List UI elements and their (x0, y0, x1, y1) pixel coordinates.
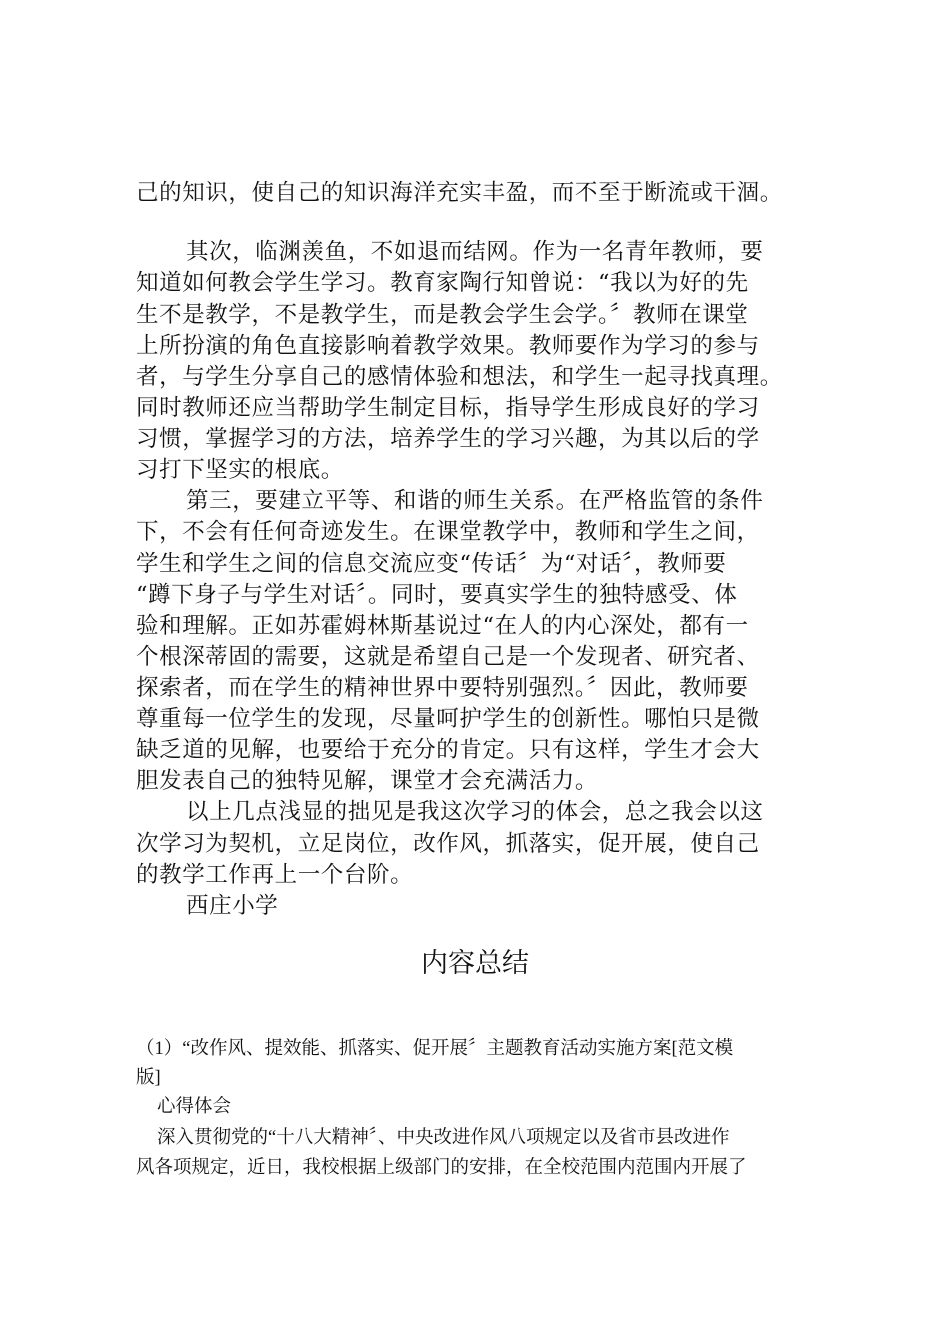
body-line: 探索者，而在学生的精神世界中要特别强烈。〞因此，教师要 (136, 675, 749, 701)
body-line: 上所扮演的角色直接影响着教学效果。教师要作为学习的参与 (136, 333, 760, 359)
body-line: 胆发表自己的独特见解，课堂才会充满活力。 (136, 768, 599, 794)
body-line: 个根深蒂固的需要，这就是希望自己是一个发现者、研究者、 (136, 644, 760, 670)
body-line: 缺乏道的见解，也要给于充分的肯定。只有这样，学生才会大 (136, 737, 760, 763)
summary-line: 版] (136, 1068, 161, 1088)
body-line: 以上几点浅显的拙见是我这次学习的体会，总之我会以这 (186, 799, 764, 825)
summary-line: 深入贯彻党的“十八大精神〞、中央改进作风八项规定以及省市县改进作 (157, 1128, 730, 1148)
body-line: 学生和学生之间的信息交流应变“传话〞为“对话〞，教师要 (136, 551, 727, 577)
body-line: 尊重每一位学生的发现，尽量呵护学生的创新性。哪怕只是微 (136, 706, 760, 732)
summary-line: 心得体会 (157, 1097, 232, 1117)
body-line: 下，不会有任何奇迹发生。在课堂教学中，教师和学生之间， (136, 519, 760, 545)
body-line: 其次，临渊羡鱼，不如退而结网。作为一名青年教师，要 (186, 239, 764, 265)
signature-line: 西庄小学 (186, 893, 279, 919)
body-line: 次学习为契机，立足岗位，改作风，抓落实，促开展，使自己 (136, 831, 760, 857)
body-line: 习打下坚实的根底。 (136, 457, 344, 483)
body-line: 的教学工作再上一个台阶。 (136, 862, 414, 888)
summary-line: 风各项规定，近日，我校根据上级部门的安排，在全校范围内范围内开展了 (136, 1158, 747, 1178)
body-line: 生不是教学，不是教学生，而是教会学生会学。〞教师在课堂 (136, 302, 749, 328)
body-line: 者，与学生分享自己的感情体验和想法，和学生一起寻找真理。 (136, 364, 783, 390)
summary-heading: 内容总结 (421, 948, 529, 979)
body-line: 第三，要建立平等、和谐的师生关系。在严格监管的条件 (186, 488, 764, 514)
body-line: 习惯，掌握学习的方法，培养学生的学习兴趣，为其以后的学 (136, 426, 760, 452)
body-line: 验和理解。正如苏霍姆林斯基说过“在人的内心深处，都有一 (136, 613, 749, 639)
body-line: “蹲下身子与学生对话〞。同时，要真实学生的独特感受、体 (136, 582, 738, 608)
body-line: 同时教师还应当帮助学生制定目标，指导学生形成良好的学习 (136, 395, 760, 421)
summary-line: （1）“改作风、提效能、抓落实、促开展〞主题教育活动实施方案[范文模 (136, 1039, 734, 1059)
body-line: 知道如何教会学生学习。教育家陶行知曾说：“我以为好的先 (136, 270, 749, 296)
body-line: 己的知识，使自己的知识海洋充实丰盈，而不至于断流或干涸。 (136, 180, 783, 206)
